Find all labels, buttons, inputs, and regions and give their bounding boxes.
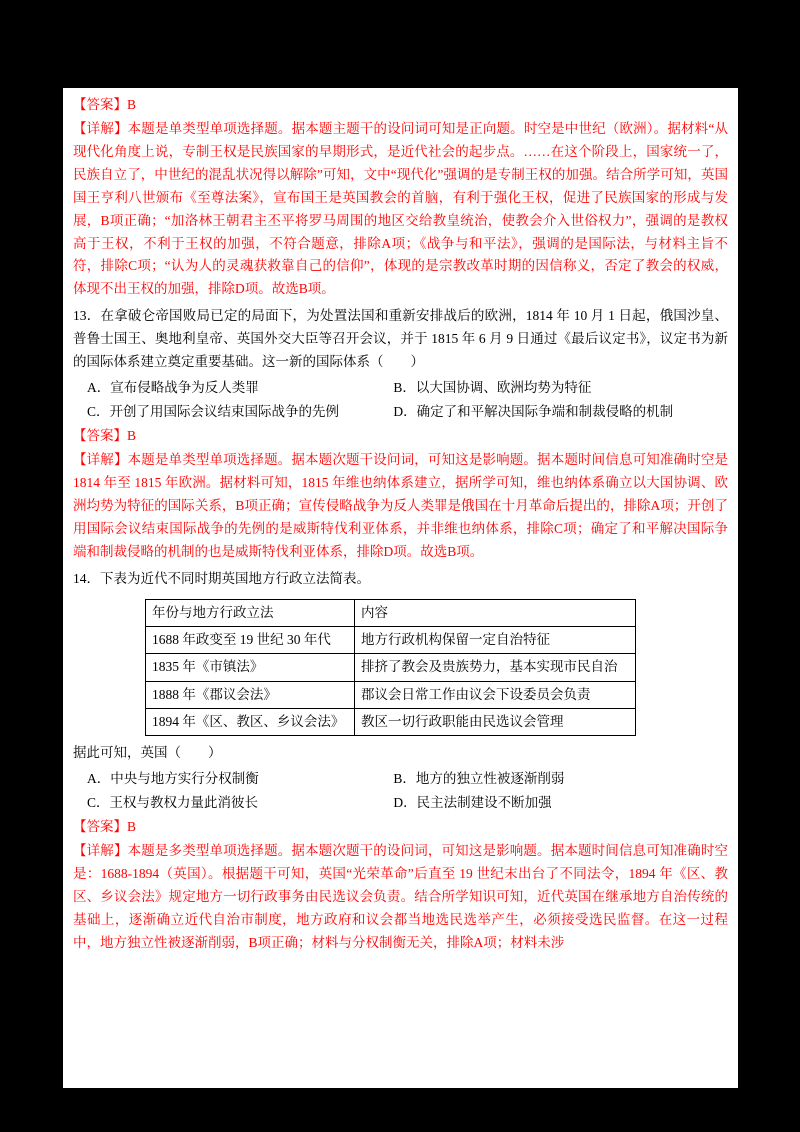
question-14 [73, 568, 728, 591]
q13-number: 13． [73, 308, 101, 324]
q12-explanation: 【详解】本题是单类型单项选择题。据本题主题干的设问词可知是正向题。时空是中世纪（欧洲）。据材料“从现代化角度上说，专制王权是民族国家的早期形式，是近代社会的起步点。……在这个阶段上，国家统一了，民族自立了，中世纪的混乱状况得以解除”可知，文中“现代化”强调的是专制王权的加强。结合所学可知，英国国王亨利八世颁布《至尊法案》，宣布国王是英国教会的首脑，有利于强化王权，促进了民族国家的形成与发展，B项正确；“加洛林王朝君主丕平将罗马周围的地区交给教皇统治，使教会介入世俗权力”，强调的是教权高于王权，不利于王权的加强，不符合题意，排除A项；《战争与和平法》，强调的是国际法，与材料主旨不符，排除C项；“认为人的灵魂获救靠自己的信仰”，体现的是宗教改革时期的因信称义，否定了教会的权威，体现不出王权的加强，排除D项。故选B项。 [73, 120, 728, 297]
table-cell-year: 1894 年《区、教区、乡议会法》 [146, 708, 355, 735]
table-cell-year: 1688 年政变至 19 世纪 30 年代 [146, 627, 355, 654]
table-header-content: 内容 [355, 599, 636, 626]
q13-option-a[interactable]: A．宣布侵略战争为反人类罪 [87, 380, 259, 396]
q14-followup: 据此可知，英国（ ） [73, 745, 222, 761]
q14-option-d[interactable]: D．民主法制建设不断加强 [393, 794, 552, 810]
q14-explanation: 【详解】本题是多类型单项选择题。据本题次题干的设问词，可知这是影响题。据本题时间信息可知准确时空是：1688-1894（英国）。根据题干可知，英国“光荣革命”后直至 19 世纪末出台了不同法令，1894 年《区、教区、乡议会法》规定地方一切行政事务由民选议会负责。结合所学知识可知，近代英国在继承地方自治传统的基础上，逐渐确立近代自治市制度，地方政府和议会都当地选民选举产生，必须接受选民监督。在这一过程中，地方独立性被逐渐削弱，B项正确；材料与分权制衡无关，排除A项；材料未涉 [73, 843, 728, 950]
table-row [146, 627, 636, 654]
q14-option-a[interactable]: A．中央与地方实行分权制衡 [87, 771, 259, 787]
table-cell-content: 地方行政机构保留一定自治特征 [355, 627, 636, 654]
q14-options [73, 767, 728, 814]
q14-stem: 下表为近代不同时期英国地方行政立法简表。 [100, 570, 370, 586]
q13-explanation: 【详解】本题是单类型单项选择题。据本题次题干设问词，可知这是影响题。据本题时间信息可知准确时空是 1814 年至 1815 年欧洲。据材料可知，1815 年维也纳体系建立，据所学可知，维也纳体系确立以大国协调、欧洲均势为特征的国际关系，B项正确；宣传侵略战争为反人类罪是俄国在十月革命后提出的，排除A项；开创了用国际会议结束国际战争的先例的是威斯特伐利亚体系，并非维也纳体系，排除C项；确定了和平解决国际争端和制裁侵略的机制的也是威斯特伐利亚体系，排除D项。故选B项。 [73, 452, 728, 560]
q13-option-d[interactable]: D．确定了和平解决国际争端和制裁侵略的机制 [393, 403, 674, 419]
q14-answer: 【答案】B [73, 819, 137, 835]
q13-option-c[interactable]: C．开创了用国际会议结束国际战争的先例 [87, 403, 340, 419]
table-header-year: 年份与地方行政立法 [146, 599, 355, 626]
q14-option-c[interactable]: C．王权与教权力量此消彼长 [87, 794, 259, 810]
q13-options [73, 376, 728, 423]
table-cell-year: 1888 年《郡议会法》 [146, 681, 355, 708]
table-cell-content: 教区一切行政职能由民选议会管理 [355, 708, 636, 735]
q14-number: 14． [73, 570, 100, 586]
q13-option-b[interactable]: B．以大国协调、欧洲均势为特征 [393, 380, 592, 396]
table-cell-year: 1835 年《市镇法》 [146, 654, 355, 681]
q12-answer: 【答案】B [73, 97, 137, 112]
table-cell-content: 郡议会日常工作由议会下设委员会负责 [355, 681, 636, 708]
table-header-row [146, 599, 636, 626]
table-row [146, 708, 636, 735]
question-13 [73, 305, 728, 374]
q13-stem: 在拿破仑帝国败局已定的局面下，为处置法国和重新安排战后的欧洲，1814 年 10 月 1 日起，俄国沙皇、普鲁士国王、奥地利皇帝、英国外交大臣等召开会议，并于 1815 年 6 月 9 日通过《最后议定书》，议定书为新的国际体系建立奠定重要基础。这一新的国际体系（ ） [73, 308, 729, 370]
legislation-table [145, 599, 636, 736]
document-page [63, 88, 738, 1088]
table-cell-content: 排挤了教会及贵族势力，基本实现市民自治 [355, 654, 636, 681]
table-row [146, 654, 636, 681]
q13-answer: 【答案】B [73, 428, 137, 444]
q14-option-b[interactable]: B．地方的独立性被逐渐削弱 [393, 771, 565, 787]
table-row [146, 681, 636, 708]
